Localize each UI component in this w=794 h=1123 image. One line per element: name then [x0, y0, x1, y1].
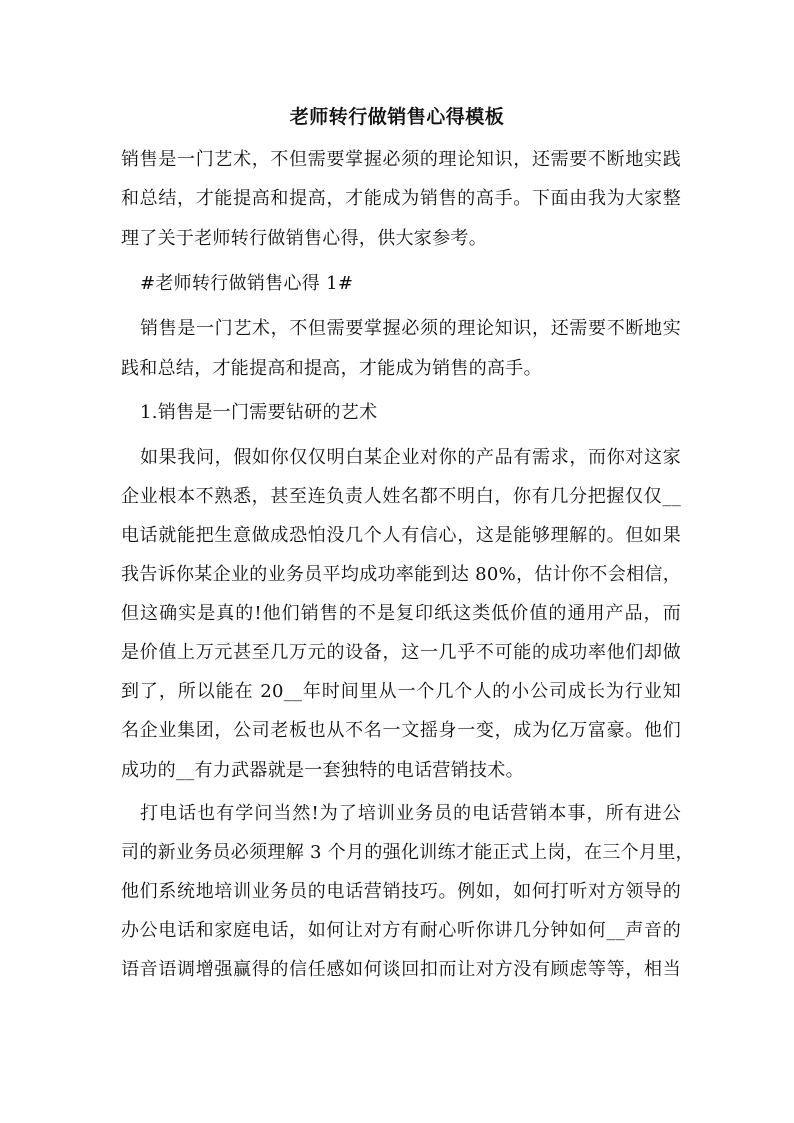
paragraph-line: 语音语调增强赢得的信任感如何谈回扣而让对方没有顾虑等等，相当: [121, 959, 681, 980]
paragraph-line: 企业根本不熟悉，甚至连负责人姓名都不明白，你有几分把握仅仅__: [121, 486, 681, 507]
paragraph-line: 司的新业务员必须理解 3 个月的强化训练才能正式上岗，在三个月里，: [121, 842, 694, 863]
paragraph-line: 销售是一门艺术，不但需要掌握必须的理论知识，还需要不断地实践: [121, 149, 681, 170]
paragraph-line: 到了，所以能在 20__年时间里从一个几个人的小公司成长为行业知: [121, 681, 681, 702]
paragraph-line: 销售是一门艺术，不但需要掌握必须的理论知识，还需要不断地实: [140, 318, 681, 339]
paragraph-line: 名企业集团，公司老板也从不名一文摇身一变，成为亿万富豪。他们: [121, 720, 681, 741]
paragraph-line: 我告诉你某企业的业务员平均成功率能到达 80%，估计你不会相信，: [121, 564, 681, 585]
paragraph-line: 成功的__有力武器就是一套独特的电话营销技术。: [121, 760, 524, 781]
paragraph-line: 如果我问，假如你仅仅明白某企业对你的产品有需求，而你对这家: [140, 447, 681, 468]
paragraph-line: 理了关于老师转行做销售心得，供大家参考。: [121, 228, 487, 249]
paragraph-line: 是价值上万元甚至几万元的设备，这一几乎不可能的成功率他们却做: [121, 642, 681, 663]
paragraph-line: 打电话也有学问当然!为了培训业务员的电话营销本事，所有进公: [140, 803, 681, 824]
subheading: 1.销售是一门需要钻研的艺术: [140, 402, 378, 423]
paragraph-line: 他们系统地培训业务员的电话营销技巧。例如，如何打听对方领导的: [121, 881, 681, 902]
paragraph-line: 践和总结，才能提高和提高，才能成为销售的高手。: [121, 358, 542, 379]
paragraph-line: 电话就能把生意做成恐怕没几个人有信心，这是能够理解的。但如果: [121, 525, 681, 546]
section-heading: #老师转行做销售心得 1#: [140, 273, 354, 294]
document-title: 老师转行做销售心得模板: [289, 106, 505, 128]
paragraph-line: 和总结，才能提高和提高，才能成为销售的高手。下面由我为大家整: [121, 188, 681, 209]
paragraph-line: 办公电话和家庭电话，如何让对方有耐心听你讲几分钟如何__声音的: [121, 920, 681, 941]
paragraph-line: 但这确实是真的!他们销售的不是复印纸这类低价值的通用产品，而: [121, 603, 681, 624]
